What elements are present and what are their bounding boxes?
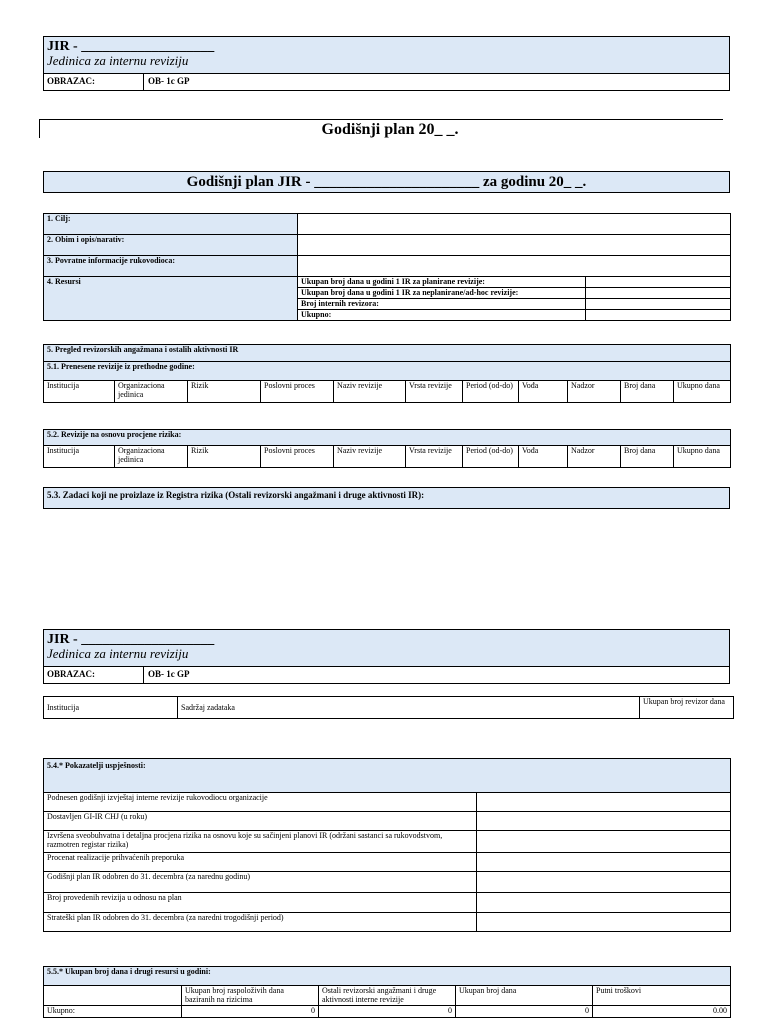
resource-adhoc-label: Ukupan broj dana u godini 1 IR za neplanirane/ad-hoc revizije: — [298, 288, 586, 299]
resource-total-value[interactable] — [586, 310, 731, 321]
unit-name: Jedinica za internu reviziju — [47, 646, 189, 661]
kpi-row: Strateški plan IR odobren do 31. decembra (za naredni trogodišnji period) — [44, 913, 477, 932]
form-code: OB- 1c GP — [148, 669, 190, 679]
goal-value[interactable] — [298, 214, 731, 235]
resources-summary-title: 5.5.* Ukupan broj dana i drugi resursi u godini: — [44, 967, 731, 986]
col-institution: Institucija — [44, 446, 115, 468]
kpi-value[interactable] — [477, 853, 731, 872]
section-5-1-title: 5.1. Prenesene revizije iz prethodne godine: — [44, 362, 731, 381]
task-col-total: Ukupan broj revizor dana — [640, 697, 734, 719]
kpi-row: Broj provedenih revizija u odnosu na plan — [44, 893, 477, 913]
section-5-1-table — [43, 344, 731, 403]
summary-col-other: Ostali revizorski angažmani i druge aktivnosti interne revizije — [319, 986, 456, 1006]
summary-col-travel: Putni troškovi — [593, 986, 731, 1006]
col-total-days: Ukupno dana — [674, 446, 731, 468]
kpi-value[interactable] — [477, 893, 731, 913]
summary-col-risk-days: Ukupan broj raspoloživih dana baziranih na rizicima — [182, 986, 319, 1006]
page-title: Godišnji plan 20_ _. — [321, 121, 459, 138]
kpi-row: Godišnji plan IR odobren do 31. decembra (za narednu godinu) — [44, 872, 477, 893]
section-5-title: 5. Pregled revizorskih angažmana i ostalih aktivnosti IR — [44, 345, 731, 362]
section-5-3-title: 5.3. Zadaci koji ne proizlaze iz Registra rizika (Ostali revizorski angažmani i druge aktivnosti IR): — [43, 487, 730, 509]
col-institution: Institucija — [44, 381, 115, 403]
summary-other-value[interactable]: 0 — [319, 1006, 456, 1018]
col-audit-type: Vrsta revizije — [406, 381, 463, 403]
section-5-2-title: 5.2. Revizije na osnovu procjene rizika: — [44, 430, 731, 446]
summary-row-label: Ukupno: — [44, 1006, 182, 1018]
form-header-page2 — [43, 629, 730, 684]
scope-label: 2. Obim i opis/narativ: — [44, 235, 298, 256]
feedback-value[interactable] — [298, 256, 731, 277]
jir-title: JIR - ___________________ — [47, 39, 215, 54]
kpi-row: Dostavljen GI-IR CHJ (u roku) — [44, 812, 477, 831]
col-audit-type: Vrsta revizije — [406, 446, 463, 468]
unit-name: Jedinica za internu reviziju — [47, 53, 189, 68]
section-5-1-header-row — [44, 381, 731, 403]
col-audit-name: Naziv revizije — [334, 381, 406, 403]
col-risk: Rizik — [188, 381, 261, 403]
resource-planned-value[interactable] — [586, 277, 731, 288]
kpi-row: Procenat realizacije prihvaćenih preporuka — [44, 853, 477, 872]
kpi-value[interactable] — [477, 913, 731, 932]
col-org-unit: Organizaciona jedinica — [115, 446, 188, 468]
col-period: Period (od-do) — [463, 446, 519, 468]
plan-info-table — [43, 213, 731, 321]
resources-summary-table — [43, 966, 731, 1018]
resource-auditors-value[interactable] — [586, 299, 731, 310]
col-process: Poslovni proces — [261, 381, 334, 403]
tasks-table — [43, 696, 734, 719]
summary-col-total-days: Ukupan broj dana — [456, 986, 593, 1006]
resources-label: 4. Resursi — [44, 277, 298, 321]
resource-auditors-label: Broj internih revizora: — [298, 299, 586, 310]
form-label: OBRAZAC: — [44, 667, 144, 683]
col-audit-name: Naziv revizije — [334, 446, 406, 468]
col-total-days: Ukupno dana — [674, 381, 731, 403]
resource-planned-label: Ukupan broj dana u godini 1 IR za planirane revizije: — [298, 277, 586, 288]
kpi-value[interactable] — [477, 872, 731, 893]
kpi-value[interactable] — [477, 793, 731, 812]
task-col-institution: Institucija — [44, 697, 178, 719]
col-lead: Vođa — [519, 446, 568, 468]
resource-adhoc-value[interactable] — [586, 288, 731, 299]
section-5-2-table — [43, 429, 731, 468]
col-risk: Rizik — [188, 446, 261, 468]
kpi-row: Izvršena sveobuhvatna i detaljna procjena rizika na osnovu koje su sačinjeni planovi IR (održani sastanci sa rukovodstvom, razmotren registar rizika) — [44, 831, 477, 853]
section-5-2-header-row — [44, 446, 731, 468]
col-org-unit: Organizaciona jedinica — [115, 381, 188, 403]
task-col-content: Sadržaj zadataka — [178, 697, 640, 719]
summary-risk-days-value[interactable]: 0 — [182, 1006, 319, 1018]
kpi-table — [43, 758, 731, 932]
summary-col-empty — [44, 986, 182, 1006]
scope-value[interactable] — [298, 235, 731, 256]
col-period: Period (od-do) — [463, 381, 519, 403]
form-label: OBRAZAC: — [44, 74, 144, 90]
goal-label: 1. Cilj: — [44, 214, 298, 235]
feedback-label: 3. Povratne informacije rukovodioca: — [44, 256, 298, 277]
form-header — [43, 36, 730, 91]
kpi-title: 5.4.* Pokazatelji uspješnosti: — [44, 759, 731, 793]
kpi-value[interactable] — [477, 831, 731, 853]
col-days: Broj dana — [621, 381, 674, 403]
form-code: OB- 1c GP — [148, 76, 190, 86]
summary-total-days-value[interactable]: 0 — [456, 1006, 593, 1018]
col-supervision: Nadzor — [568, 381, 621, 403]
plan-banner: Godišnji plan JIR - ______________________ za godinu 20_ _. — [43, 171, 730, 193]
jir-title: JIR - ___________________ — [47, 632, 215, 647]
col-lead: Vođa — [519, 381, 568, 403]
summary-travel-value[interactable]: 0.00 — [593, 1006, 731, 1018]
col-supervision: Nadzor — [568, 446, 621, 468]
col-days: Broj dana — [621, 446, 674, 468]
col-process: Poslovni proces — [261, 446, 334, 468]
resource-total-label: Ukupno: — [298, 310, 586, 321]
kpi-row: Podnesen godišnji izvještaj interne revizije rukovodiocu organizacije — [44, 793, 477, 812]
kpi-value[interactable] — [477, 812, 731, 831]
